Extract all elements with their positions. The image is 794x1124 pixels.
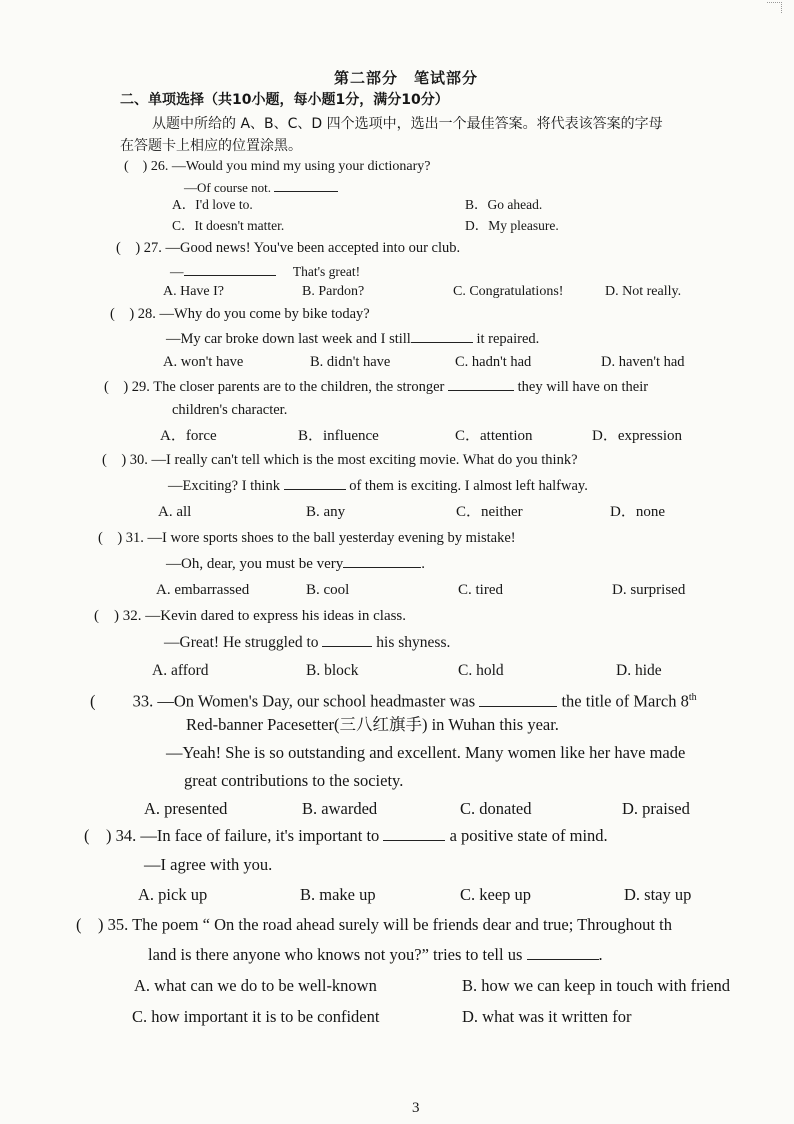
answer-blank [284,475,346,490]
question-28-reply [166,328,539,349]
question-stem: —Good news! You've been accepted into our club. [165,240,461,256]
instruction-line-1: 从题中所给的 A、B、C、D 四个选项中，选出一个最佳答案。将代表该答案的字母 [152,116,663,132]
question-31 [98,528,516,548]
question-stem: —Kevin dared to express his ideas in class. [145,608,407,624]
reply-text: —Of course not. [184,180,272,195]
question-stem: The closer parents are to the children, the stronger [153,379,445,395]
answer-blank [274,177,338,192]
option-b: B. make up [300,885,376,904]
option-a: A. afford [152,662,209,679]
reply-text: —My car broke down last week and I still [166,331,411,347]
option-c: C. hold [458,662,504,679]
answer-bracket[interactable]: ( ) [76,915,104,934]
option-b: B. block [306,662,359,679]
option-c: C．attention [455,428,533,444]
stem-text: land is there anyone who knows not you?” tries to tell us [148,945,523,964]
corner-mark [767,2,782,13]
option-d: D. surprised [612,582,686,598]
question-33 [90,686,697,714]
option-d: D. praised [622,799,690,818]
option-d: D. hide [616,662,662,679]
answer-bracket[interactable]: ( [90,691,129,711]
question-35-line2 [148,943,603,967]
option-b: B. how we can keep in touch with friend [462,976,731,995]
answer-blank [527,943,599,960]
question-27-reply [170,261,360,282]
option-c: C．It doesn't matter. [172,218,285,233]
question-33-line2: Red-banner Pacesetter(三八红旗手) in Wuhan this year. [186,715,559,734]
answer-blank [343,553,421,568]
question-number: 27. [143,240,162,256]
option-a: A. what can we do to be well-known [134,976,377,995]
option-b: B．influence [298,428,379,444]
option-c: C．neither [456,504,523,520]
option-d: D. Not really. [605,284,682,299]
question-number: 30. [129,452,148,468]
question-number: 31. [125,530,144,546]
question-30-reply [168,475,588,496]
question-number: 35. [107,915,129,934]
section-heading: 二、单项选择（共10小题，每小题1分，满分10分） [120,92,449,108]
question-32 [94,606,406,626]
question-stem: —I wore sports shoes to the ball yesterday evening by mistake! [147,530,516,546]
answer-blank [322,632,372,647]
reply-text-end: . [421,556,426,572]
option-c: C. tired [458,582,503,598]
question-32-reply [164,632,450,653]
option-c: C. donated [460,799,532,818]
reply-text: —Great! He struggled to [164,634,319,651]
instruction-line-2: 在答题卡上相应的位置涂黑。 [120,138,302,154]
option-a: A. pick up [138,885,208,904]
reply-text-end: it repaired. [476,331,540,347]
reply-text: —Exciting? I think [168,478,280,494]
question-stem: —I really can't tell which is the most exciting movie. What do you think? [151,452,578,468]
question-27 [116,238,460,258]
question-34-reply: —I agree with you. [144,855,273,874]
answer-blank [479,690,557,707]
option-a: A．force [160,428,217,444]
question-stem-end: they will have on their [517,379,649,395]
answer-bracket[interactable]: ( ) [116,240,141,256]
option-b: B. didn't have [310,354,391,370]
answer-bracket[interactable]: ( ) [94,608,119,624]
option-c: C. how important it is to be confident [132,1007,380,1026]
question-number: 34. [115,826,137,845]
answer-blank [448,376,514,391]
question-number: 33. [132,691,154,711]
answer-bracket[interactable]: ( ) [124,159,148,174]
question-28 [110,304,370,324]
answer-bracket[interactable]: ( ) [98,530,123,546]
option-a: A．I'd love to. [172,197,253,212]
question-stem: —Would you mind my using your dictionary? [171,159,431,174]
stem-text-end: . [598,945,603,964]
superscript: th [688,692,697,703]
answer-blank [184,261,276,276]
option-d: D. haven't had [601,354,685,370]
option-d: D．My pleasure. [465,218,559,233]
question-35 [76,913,764,937]
answer-bracket[interactable]: ( ) [104,379,129,395]
question-26 [124,157,430,177]
question-stem: —Why do you come by bike today? [159,306,370,322]
reply-text-end: of them is exciting. I almost left halfway. [349,478,588,494]
question-stem-end: the title of March 8 [561,691,689,711]
question-number: 29. [131,379,150,395]
question-stem: —In face of failure, it's important to [140,826,380,845]
question-stem: —On Women's Day, our school headmaster was [157,691,476,711]
option-a: A. presented [144,799,228,818]
reply-dash: — [170,264,184,279]
question-33-line4: great contributions to the society. [184,771,404,790]
question-30 [102,450,578,470]
option-d: D. stay up [624,885,692,904]
part-title: 第二部分 笔试部分 [334,69,479,87]
answer-bracket[interactable]: ( ) [110,306,135,322]
option-b: B. Pardon? [302,284,365,299]
question-31-reply [166,553,425,574]
option-a: A. won't have [163,354,244,370]
option-b: B. any [306,504,346,520]
question-33-line3: —Yeah! She is so outstanding and excellent. Many women like her have made [166,743,686,762]
question-number: 26. [150,159,169,174]
question-stem-end: a positive state of mind. [449,826,608,845]
page-number: 3 [412,1100,420,1116]
reply-text: That's great! [292,264,361,279]
option-d: D．none [610,504,665,520]
option-a: A. Have I? [163,284,225,299]
question-number: 28. [137,306,156,322]
option-d: D. what was it written for [462,1007,632,1026]
answer-bracket[interactable]: ( ) [84,826,112,845]
option-c: C. Congratulations! [453,284,564,299]
reply-text-end: his shyness. [376,634,451,651]
option-b: B. cool [306,582,350,598]
option-d: D．expression [592,428,682,444]
answer-blank [411,328,473,343]
option-a: A. embarrassed [156,582,250,598]
option-c: C. keep up [460,885,532,904]
option-c: C. hadn't had [455,354,532,370]
answer-bracket[interactable]: ( ) [102,452,127,468]
question-34 [84,824,608,848]
question-29-cont: children's character. [172,402,288,418]
option-a: A. all [158,504,192,520]
option-b: B．Go ahead. [465,197,543,212]
reply-text: —Oh, dear, you must be very [166,556,344,572]
option-b: B. awarded [302,799,378,818]
question-number: 32. [122,608,142,624]
answer-blank [383,824,445,841]
question-stem: The poem “ On the road ahead surely will be friends dear and true; Throughout th [132,915,672,934]
question-29 [104,376,648,397]
